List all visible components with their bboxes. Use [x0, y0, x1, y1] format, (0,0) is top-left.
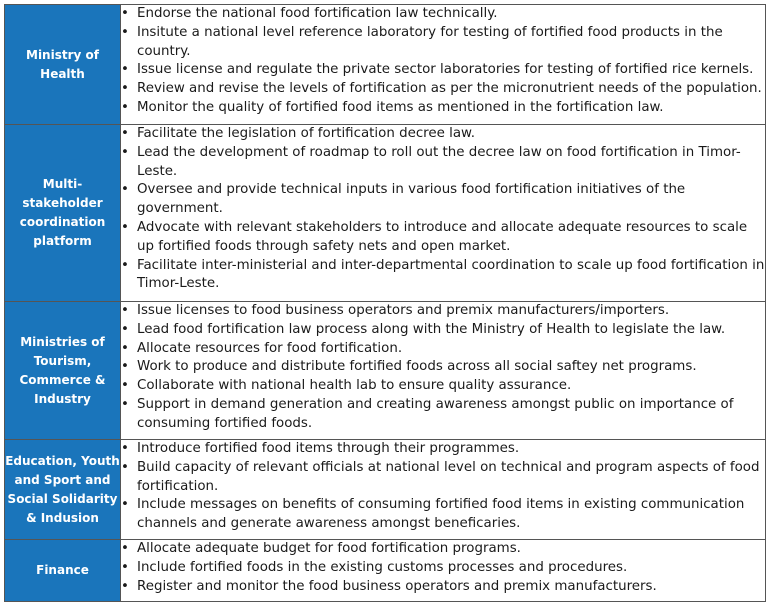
- list-item: [121, 459, 765, 497]
- responsibility-text: Review and revise the levels of fortification as per the micronutrient needs of the population.: [137, 81, 762, 97]
- responsibility-text: Work to produce and distribute fortified foods across all social saftey net programs.: [137, 359, 697, 375]
- bullet-icon: •: [121, 182, 129, 198]
- bullet-icon: •: [121, 6, 129, 21]
- table-row: [5, 302, 766, 440]
- responsibilities-cell: [121, 302, 766, 440]
- bullet-icon: •: [121, 24, 129, 40]
- list-item: [121, 24, 765, 62]
- bullet-icon: •: [121, 126, 129, 141]
- role-name: Multi-stakeholder coordination platform: [19, 177, 106, 248]
- responsibilities-list: [121, 5, 765, 118]
- responsibilities-cell: [121, 540, 766, 602]
- responsibility-text: Issue licenses to food business operators and premix manufacturers/importers.: [137, 303, 670, 318]
- responsibility-text: Include fortified foods in the existing customs processes and procedures.: [137, 559, 628, 575]
- bullet-icon: •: [121, 359, 129, 375]
- responsibility-text: Allocate resources for food fortification.: [137, 340, 403, 356]
- responsibility-text: Advocate with relevant stakeholders to introduce and allocate adequate resources to scale up fortified foods through safety nets and open market.: [137, 219, 748, 254]
- table-row: [5, 440, 766, 540]
- bullet-icon: •: [121, 99, 129, 115]
- bullet-icon: •: [121, 144, 129, 160]
- responsibility-text: Issue license and regulate the private sector laboratories for testing of fortified rice kernels.: [137, 62, 754, 78]
- responsibility-text: Introduce fortified food items through their programmes.: [137, 441, 520, 456]
- list-item: [121, 61, 765, 80]
- role-name: Ministry of Health: [26, 47, 99, 81]
- list-item: [121, 99, 765, 118]
- list-item: [121, 125, 765, 144]
- role-name: Finance: [36, 563, 89, 577]
- responsibilities-cell: [121, 125, 766, 302]
- list-item: [121, 5, 765, 24]
- bullet-icon: •: [121, 559, 129, 575]
- list-item: [121, 144, 765, 182]
- responsibility-text: Oversee and provide technical inputs in various food fortification initiatives of the government.: [137, 182, 686, 217]
- responsibility-text: Allocate adequate budget for food fortification programs.: [137, 541, 521, 556]
- responsibilities-list: [121, 440, 765, 534]
- list-item: [121, 219, 765, 257]
- role-name: Education, Youth and Sport and Social Solidarity & Indusion: [5, 453, 120, 525]
- bullet-icon: •: [121, 396, 129, 412]
- list-item: [121, 377, 765, 396]
- responsibility-text: Facilitate inter-ministerial and inter-departmental coordination to scale up food fortification in Timor-Leste.: [137, 257, 765, 292]
- bullet-icon: •: [121, 578, 129, 594]
- role-name: Ministries of Tourism, Commerce & Industry: [19, 334, 106, 406]
- table-row: [5, 540, 766, 602]
- bullet-icon: •: [121, 257, 129, 273]
- bullet-icon: •: [121, 219, 129, 235]
- role-cell: [5, 302, 121, 440]
- role-cell: [5, 440, 121, 540]
- responsibility-text: Include messages on benefits of consuming fortified food items in existing communication channels and generate awareness amongst beneficaries.: [137, 497, 745, 532]
- responsibility-text: Collaborate with national health lab to ensure quality assurance.: [137, 378, 572, 394]
- list-item: [121, 80, 765, 99]
- responsibility-text: Facilitate the legislation of fortification decree law.: [137, 126, 476, 141]
- bullet-icon: •: [121, 497, 129, 513]
- bullet-icon: •: [121, 459, 129, 475]
- responsibilities-list: [121, 125, 765, 294]
- table-row: [5, 5, 766, 125]
- responsibility-text: Endorse the national food fortification law technically.: [137, 6, 498, 21]
- list-item: [121, 257, 765, 295]
- list-item: [121, 302, 765, 321]
- bullet-icon: •: [121, 321, 129, 337]
- list-item: [121, 396, 765, 434]
- responsibilities-list: [121, 302, 765, 434]
- bullet-icon: •: [121, 81, 129, 97]
- list-item: [121, 540, 765, 559]
- list-item: [121, 496, 765, 534]
- role-cell: [5, 5, 121, 125]
- bullet-icon: •: [121, 441, 129, 456]
- bullet-icon: •: [121, 340, 129, 356]
- list-item: [121, 578, 765, 597]
- role-cell: [5, 540, 121, 602]
- roles-responsibilities-table: [4, 4, 766, 602]
- role-cell: [5, 125, 121, 302]
- responsibility-text: Lead the development of roadmap to roll out the decree law on food fortification in Timor-Leste.: [137, 144, 741, 179]
- bullet-icon: •: [121, 378, 129, 394]
- list-item: [121, 181, 765, 219]
- responsibility-text: Lead food fortification law process along with the Ministry of Health to legislate the law.: [137, 321, 726, 337]
- responsibility-text: Monitor the quality of fortified food items as mentioned in the fortification law.: [137, 99, 664, 115]
- responsibility-text: Register and monitor the food business operators and premix manufacturers.: [137, 578, 657, 594]
- responsibility-text: Support in demand generation and creating awareness amongst public on importance of consuming fortified foods.: [137, 396, 734, 431]
- table-row: [5, 125, 766, 302]
- list-item: [121, 358, 765, 377]
- list-item: [121, 559, 765, 578]
- list-item: [121, 321, 765, 340]
- responsibilities-cell: [121, 5, 766, 125]
- list-item: [121, 340, 765, 359]
- responsibility-text: Build capacity of relevant officials at national level on technical and program aspects of food fortification.: [137, 459, 760, 494]
- bullet-icon: •: [121, 62, 129, 78]
- responsibilities-cell: [121, 440, 766, 540]
- bullet-icon: •: [121, 541, 129, 556]
- list-item: [121, 440, 765, 459]
- responsibility-text: Insitute a national level reference laboratory for testing of fortified food products in the country.: [137, 24, 723, 59]
- responsibilities-list: [121, 540, 765, 596]
- bullet-icon: •: [121, 303, 129, 318]
